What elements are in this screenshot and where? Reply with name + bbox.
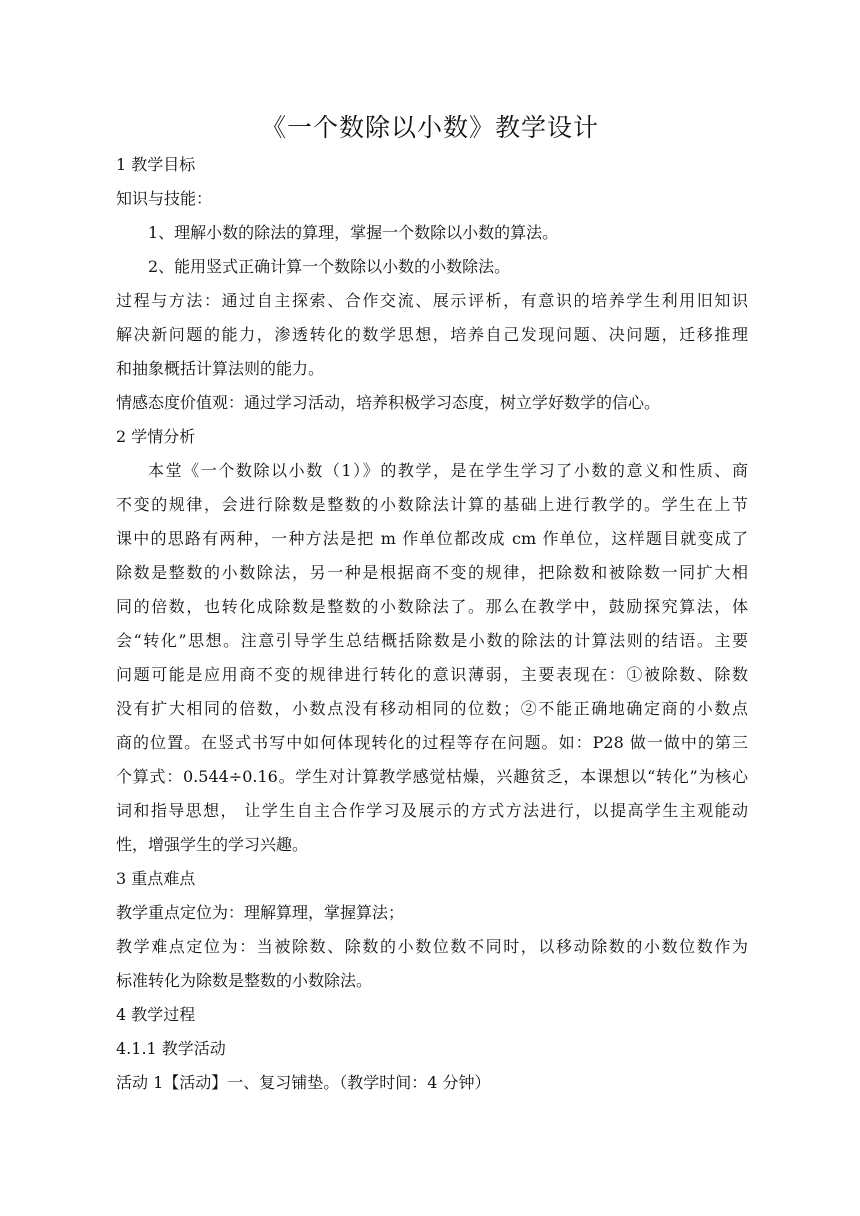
heading-key-difficulties: 3 重点难点 — [116, 869, 196, 888]
subheading-teaching-activity: 4.1.1 教学活动 — [116, 1039, 226, 1058]
process-method-line-1: 过程与方法：通过自主探索、合作交流、展示评析，有意识的培养学生利用旧知识 — [116, 291, 748, 310]
analysis-line-12: 性，增强学生的学习兴趣。 — [116, 835, 309, 854]
key-point-line: 教学重点定位为：理解算理，掌握算法； — [116, 903, 405, 922]
analysis-line-6: 会“转化”思想。注意引导学生总结概括除数是小数的除法的计算法则的结语。主要 — [116, 631, 748, 650]
analysis-line-9: 商的位置。在竖式书写中如何体现转化的过程等存在问题。如：P28 做一做中的第三 — [116, 733, 748, 752]
analysis-line-8: 没有扩大相同的倍数，小数点没有移动相同的位数；②不能正确地确定商的小数点 — [116, 699, 748, 718]
analysis-line-5: 同的倍数，也转化成除数是整数的小数除法了。那么在教学中，鼓励探究算法，体 — [116, 597, 748, 616]
heading-teaching-process: 4 教学过程 — [116, 1005, 196, 1024]
analysis-line-4: 除数是整数的小数除法，另一种是根据商不变的规律，把除数和被除数一同扩大相 — [116, 563, 748, 582]
document-title: 《一个数除以小数》教学设计 — [260, 113, 599, 142]
subheading-knowledge-skills: 知识与技能： — [116, 189, 213, 208]
emotion-attitude-line: 情感态度价值观：通过学习活动，培养积极学习态度，树立学好数学的信心。 — [116, 393, 661, 412]
difficulty-line-1: 教学难点定位为：当被除数、除数的小数位数不同时，以移动除数的小数位数作为 — [116, 937, 748, 956]
objective-1: 1、理解小数的除法的算理，掌握一个数除以小数的算法。 — [148, 223, 559, 242]
analysis-line-11: 词和指导思想， 让学生自主合作学习及展示的方式方法进行，以提高学生主观能动 — [116, 801, 748, 820]
activity-1-line: 活动 1【活动】一、复习铺垫。（教学时间：4 分钟） — [116, 1073, 491, 1092]
analysis-line-1: 本堂《一个数除以小数（1）》的教学，是在学生学习了小数的意义和性质、商 — [148, 461, 748, 480]
analysis-line-7: 问题可能是应用商不变的规律进行转化的意识薄弱，主要表现在：①被除数、除数 — [116, 665, 748, 684]
heading-teaching-objectives: 1 教学目标 — [116, 155, 196, 174]
process-method-line-2: 解决新问题的能力，渗透转化的数学思想，培养自己发现问题、决问题，迁移推理 — [116, 325, 748, 344]
process-method-line-3: 和抽象概括计算法则的能力。 — [116, 359, 325, 378]
objective-2: 2、能用竖式正确计算一个数除以小数的小数除法。 — [148, 257, 511, 276]
analysis-line-2: 不变的规律，会进行除数是整数的小数除法计算的基础上进行教学的。学生在上节 — [116, 495, 748, 514]
analysis-line-10: 个算式：0.544÷0.16。学生对计算教学感觉枯燥，兴趣贫乏，本课想以“转化”为核心 — [116, 767, 748, 786]
analysis-line-3: 课中的思路有两种，一种方法是把 m 作单位都改成 cm 作单位，这样题目就变成了 — [116, 529, 748, 548]
heading-learner-analysis: 2 学情分析 — [116, 427, 196, 446]
difficulty-line-2: 标准转化为除数是整数的小数除法。 — [116, 971, 373, 990]
